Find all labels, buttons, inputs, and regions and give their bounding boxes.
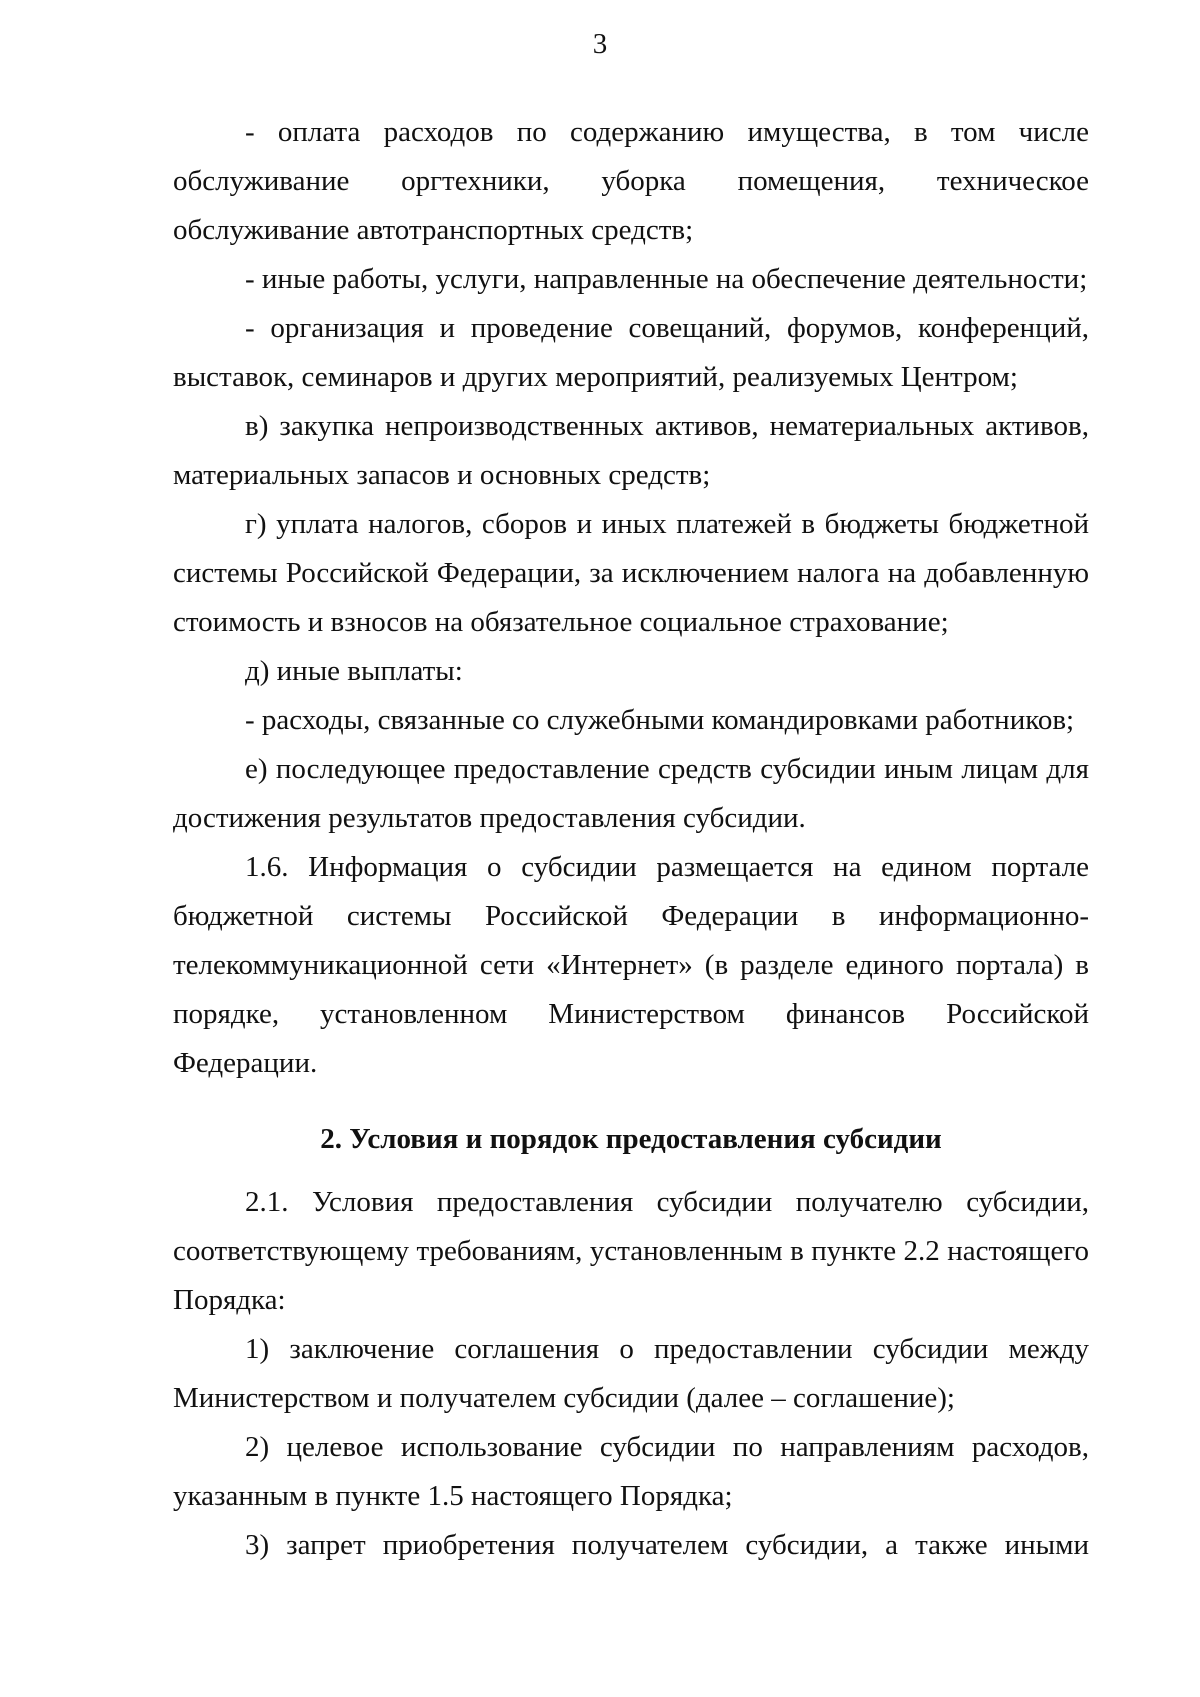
paragraph-condition-3: 3) запрет приобретения получателем субсидии, а также иными	[245, 1529, 1089, 1561]
paragraph-1-6: 1.6. Информация о субсидии размещается на едином портале бюджетной системы Российской Федерации в информационно-телекоммуникационной сети «Интернет» (в разделе единого портала) в порядке, установленном Министерством финансов Российской Федерации.	[173, 851, 1089, 1079]
document-body	[173, 108, 1089, 1570]
paragraph-item-g: г) уплата налогов, сборов и иных платежей в бюджеты бюджетной системы Российской Федерации, за исключением налога на добавленную стоимость и взносов на обязательное социальное страхование;	[173, 508, 1089, 638]
section-title: 2. Условия и порядок предоставления субсидии	[320, 1123, 942, 1155]
paragraph-property-maintenance: - оплата расходов по содержанию имущества, в том числе обслуживание оргтехники, уборка помещения, техническое обслуживание автотранспортных средств;	[173, 116, 1089, 246]
paragraph-item-d: д) иные выплаты:	[245, 655, 463, 687]
paragraph-condition-2: 2) целевое использование субсидии по направлениям расходов, указанным в пункте 1.5 настоящего Порядка;	[173, 1431, 1089, 1512]
paragraph-2-1: 2.1. Условия предоставления субсидии получателю субсидии, соответствующему требованиям, установленным в пункте 2.2 настоящего Порядка:	[173, 1186, 1089, 1316]
paragraph-item-e: е) последующее предоставление средств субсидии иным лицам для достижения результатов предоставления субсидии.	[173, 753, 1089, 834]
paragraph-other-works: - иные работы, услуги, направленные на обеспечение деятельности;	[245, 263, 1088, 295]
paragraph-events: - организация и проведение совещаний, форумов, конференций, выставок, семинаров и других мероприятий, реализуемых Центром;	[173, 312, 1089, 393]
paragraph-business-trips: - расходы, связанные со служебными командировками работников;	[245, 704, 1075, 736]
page-number: 3	[592, 28, 608, 60]
paragraph-item-v: в) закупка непроизводственных активов, нематериальных активов, материальных запасов и основных средств;	[173, 410, 1089, 491]
paragraph-condition-1: 1) заключение соглашения о предоставлении субсидии между Министерством и получателем субсидии (далее – соглашение);	[173, 1333, 1089, 1414]
